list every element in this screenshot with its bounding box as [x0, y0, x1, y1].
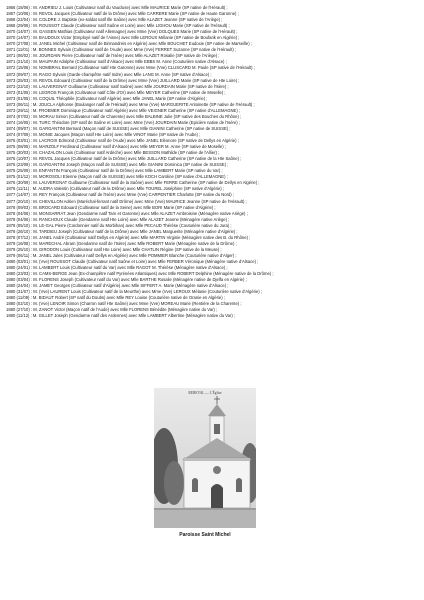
marriage-entry: 1870 (27/08) : M. JANEL Michel (Cultivateur natif de Birmandreis en Algérie) avec Mlle BOUCHET Eudoxie (SP native de Marseille) ; [6, 41, 252, 47]
marriage-entry: 1880 (27/10) : M. ZANOT Victor (Maçon natif de l'Aude) avec Mlle FLORENS Bénédite (Ménagère native du Var) ; [6, 307, 218, 313]
marriage-entry: 1871 (11/01) : M. BONNES Sylvain (Cultivateur natif de l'Aude) avec Mme (Vve) FERRET Suzanne (SP native de l'Hérault) ; [6, 47, 237, 53]
marriage-entry: 1875 (10/07) : M. REVOL Jacques (Cultivateur natif de la Drôme) avec Mlle JUILLARD Catherine (SP native de la Hte Saône) ; [6, 156, 242, 162]
marriage-entry: 1872 (09/07) : M. RAGO Sylvain (Garde-champêtre natif Indre) avec Mlle LANG M. Anne (SP native d'Alsace) ; [6, 71, 212, 77]
marriage-entry: 1874 (07/02) : M. MORAU Simon (Cultivateur natif de Charente) avec Mlle BALBINE Julie (SP native des Bouches du Rhône) ; [6, 113, 242, 119]
marriage-entry: 1880 (11/09) : M. BIDAUT Robert (SP natif du Doubs) avec Mlle REY Louise (Couturière native de Oranie en Algérie) ; [6, 295, 225, 301]
marriage-entry: 1880 (24/01) : M. LAMBERT Louis (Cultivateur natif du Var) avec Mlle RAGOT M. Thérèse (Ménagère native d'Alsace) ; [6, 265, 228, 271]
marriage-entry: 1875 (23/09) : M. GARGANTINI Joseph (Maçon natif de SUISSE) avec Mlle GIANINI Dominica (SP native de SUISSE) ; [6, 162, 229, 168]
marriage-entry: 1876 (11/11) : M. AUDRA Valentin (Cultivateur natif de la Drôme) avec Mlle TOUREL Joséphine (SP native d'Algérie) ; [6, 186, 225, 192]
photo-caption: Paroisse Saint Michel [179, 532, 231, 538]
marriage-entry: 1878 (26/10) : M. TARDIEU Joseph (Cultivateur natif de la Drôme) avec Mlle JANEL Marguerite (Ménagère native d'Algérie) ; [6, 228, 238, 234]
marriage-entry: 1868 (29/06) : M. ROUSSOT Claude (Cultivateur natif Saône et Loire) avec Mlle LIGHOU Marie (SP native de l'Hérault) ; [6, 23, 230, 29]
marriage-entry: 1880 (23/03) : M. CAMS-BERGE Jean (Ex-champêtre natif Pyrénées Atlantiques) avec Mlle ROBERT Delphine (Ménagère native de la Drôme) ; [6, 271, 274, 277]
marriage-entry: 1877 (20/10) : M. CHEVILLON Adrien (Maréchal-ferrant natif Drôme) avec Mme (Vve) MAURICE Jeanne (SP native de l'Hérault) ; [6, 198, 247, 204]
marriage-entry: 1867 (10/06) : M. REVOL Jacques (Cultivateur natif de la Drôme) avec Mlle CARRERE Marie (SP native de Haute Garonne) ; [6, 11, 239, 17]
marriage-entry: 1870 (14/07) : M. BAUDOUX Victor (Employé natif de l'Aisne) avec Mlle LEROUX Mélanie (SP native de Boufarik en Algérie) ; [6, 35, 240, 41]
marriage-entry: 1866 (18/06) : M. ANDRIEU J. Louis (Cultivateur natif du Vaucluse) avec Mlle MAURICE Marie (SP native de l'Hérault) ; [6, 5, 228, 10]
marriage-entry: 1871 (06/02) : M. JOURDAIN Pierre (Cultivateur natif de l'Isère) avec Mlle ALAZET Rosalie (SP native de l'Ariège) ; [6, 53, 220, 59]
marriage-entry: 1871 (21/10) : M. MAUPAIN Adolphe (Cultivateur natif d'Alsace) avec Mlle EBBS M. Anne (Couturière native d'Alsace) ; [6, 59, 227, 65]
marriage-entry: 1880 (11/12) : M. GILLET Joseph (Gendarme natif des Ardennes) avec Mlle LAMBERT Albertine (Ménagère native du Var) ; [6, 313, 236, 319]
marriage-entry: 1880 (03/01) : M. (Vve) ROUSSOT Claude (Cultivateur natif Saône et Loire) avec Mlle FERBER Véronique (Ménagère native d'Alsace) ; [6, 258, 259, 264]
marriage-entry: 1878 (07/12) : M. JANEL André (Cultivateur natif Dellys en Algérie) avec Mlle MARTIN Virginie (Ménagère native des B. du Rhône) ; [6, 234, 251, 240]
marriage-entry: 1875 (30/03) : M. CHAZALON Louis (Cultivateur natif Ardèche) avec Mlle BESSON Mathilde (SP native de l'Allier) ; [6, 150, 220, 156]
marriage-entry: 1880 (31/07) : M. (Vve) LAURENT Louis (Cultivateur natif de la Meurthe) avec Mme (Vve) LEROUX Mélanie (Couturière native d'Algérie) ; [6, 289, 263, 295]
marriage-entry: 1880 (02/10) : M. (Vve) LENOIR Simon (Charron natif Hte Saône) avec Mme (Vve) MOREAU Marie (Rentière de la Charente) ; [6, 301, 242, 307]
marriage-entry: 1870 (14/07) : M. GASSEN Mathias (Cultivateur natif Allemagne) avec Mme (Vve) DOLQUES Marie (SP native de l'Hérault) ; [6, 29, 238, 35]
marriage-entry: 1872 (15/06) : M. NOMBRAIL Bernard (Cultivateur natif Hte Garonne) avec Mme (Vve) CLUSCARD M. Paule (SP native de l'Hérault) ; [6, 65, 255, 71]
marriage-entry: 1875 (03/01) : M. LACROIX Edmond (Cultivateur natif de l'Aude) avec Mlle JANEL Eléonore (SP native de Dellys en Algérie) ; [6, 138, 239, 144]
marriage-entry: 1868 (22/04) : M. COLDRE J. Baptiste (ex-soldat natif Ille Saône) avec Mlle ALAZET Jeanne (SP native de l'Ariège) ; [6, 17, 223, 23]
marriage-entry: 1873 (29/11) : M. FROEMER Dominique (Cultivateur natif Algérie) avec Mlle VEIGNER Catherine (SP native d'ALLEMAGNE) ; [6, 107, 241, 113]
marriage-entry: 1873 (06/11) : M. JOUCLA Alphonse (Boulanger natif de l'Hérault) avec Mme (Vve) MARGUERITE Antoinette (SP native de l'Hérault) ; [6, 101, 255, 107]
marriage-entry: 1878 (09/03) : M. BROCARD Edouard (Cultivateur natif de la Seine) avec Mlle BORI Marie (SP native d'Algérie) ; [6, 204, 216, 210]
marriage-entry: 1875 (08/05) : M. MARZOLF Ferdinand (Cultivateur natif d'Alsace) avec Mlle MEYER M. Anne (SP native de Moselle) ; [6, 144, 226, 150]
marriage-entry: 1877 (14/07) : M. REY François (Cultivateur natif de l'Isère) avec Mme (Vve) CARPENTIER Charlotte (SP native du Nord) ; [6, 192, 235, 198]
marriage-entry: 1873 (22/10) : M. LAUVERGNAT Guillaume (Cultivateur natif Saône) avec Mlle JOURDAIN Marie (SP native de l'Isère) ; [6, 83, 229, 89]
church-photo-block [154, 388, 256, 538]
church-photo [154, 388, 256, 528]
marriage-entry: 1874 (16/05) : M. TURC Théodore (SP natif de Saône et Loire) avec Mme (Vve) JOURDAIN Marie (Epicière native de l'Isère) ; [6, 119, 241, 125]
marriage-entry: 1878 (05/10) : M. LE-GAL Pierre (Cordonnier natif du Morbihan) avec Mlle PECAUD Thérèse (Couturière native du Jura) ; [6, 222, 232, 228]
marriage-entry: 1873 (01/05) : M. COQUIL Théophile (Cultivateur natif Algérie) avec Mlle JANEL Marie (SP native d'Algérie) ; [6, 95, 208, 101]
marriage-entry: 1874 (09/07) : M. GARGANTINI Bernard (Maçon natif de SUISSE) avec Mlle GIANINI Catherine (SP native de SUISSE) ; [6, 125, 231, 131]
marriage-entry: 1878 (04/06) : M. MONSARRAT Jean (Gendarme natif Tarn et Garonne) avec Mlle ALAZET Ambroisine (Ménagère native Ariège) ; [6, 210, 248, 216]
marriage-entry: 1879 (06/11) : M. JANEL Jules (Cultivateur natif Dellys en Algérie) avec Mlle POMMIER Blanche (Couturière native d'Alger) ; [6, 252, 237, 258]
marriage-entry: 1873 (01/05) : M. LEGROS François (Cultivateur natif Côte d'Or) avec Mlle MEYER Catherine (SP native de Moselle) ; [6, 89, 226, 95]
marriage-entry: 1879 (16/08) : M. MARECHAL Abram (Gendarme natif de l'Isère) avec Mlle ROBERT Marie (Ménagère native de la Drôme) ; [6, 240, 237, 246]
marriage-entry: 1880 (03/04) : M. FLORENS Joseph (Cultivateur natif du Var) avec Mlle BARTHE Rosalie (Ménagère native de Djelfa en Algérie) ; [6, 277, 247, 283]
marriage-entry: 1873 (25/03) : M. REVOL Edouard (Cultivateur natif de la Drôme) avec Mme (Vve) JUILLARD Marie (SP native de Hte Loire) ; [6, 77, 240, 83]
marriage-entry: 1878 (04/06) : M. RANCHOUX Claude (Gendarme natif Hte Loire) avec Mlle ALAZET Jeanne (Ménagère native Ariège) ; [6, 216, 230, 222]
marriage-entry: 1876 (30/09) : M. LAUVERGNAT Guillaume (Cultivateur natif de la Saône) avec Mlle FERRE Catherine (SP native de Dellys en Algérie) ; [6, 180, 260, 186]
marriage-entry: 1874 (07/09) : M. MONIE Jacques (Maçon natif Hte Loire) avec Mlle VINOT Marie (SP native de l'Aube) ; [6, 131, 201, 137]
marriage-entry: 1879 (25/10) : M. GIRODON Louis (Cultivateur natif Hte Loire) avec Mlle CHATLIN Régine (SP native de la Meuse) ; [6, 246, 222, 252]
marriage-entry: 1880 (24/04) : M. JAMET Georges (Cultivateur natif d'Algérie) avec Mlle SIFFERT A. Marie (Ménagère native d'Alsace) ; [6, 283, 229, 289]
marriage-entry: 1875 (01/12) : M. MOROSOLI Etienne (Maçon natif de SUISSE) avec Mlle KOCH Caroline (SP native d'ALLEMAGNE) ; [6, 174, 228, 180]
postcard-title: REBEVAL — L'Église [188, 391, 222, 395]
marriage-list [6, 5, 420, 319]
marriage-entry: 1875 (25/09) : M. ENFANTIN François (Cultivateur natif de la Drôme) avec Mlle LAMBERT Marie (SP native du Var) ; [6, 168, 223, 174]
